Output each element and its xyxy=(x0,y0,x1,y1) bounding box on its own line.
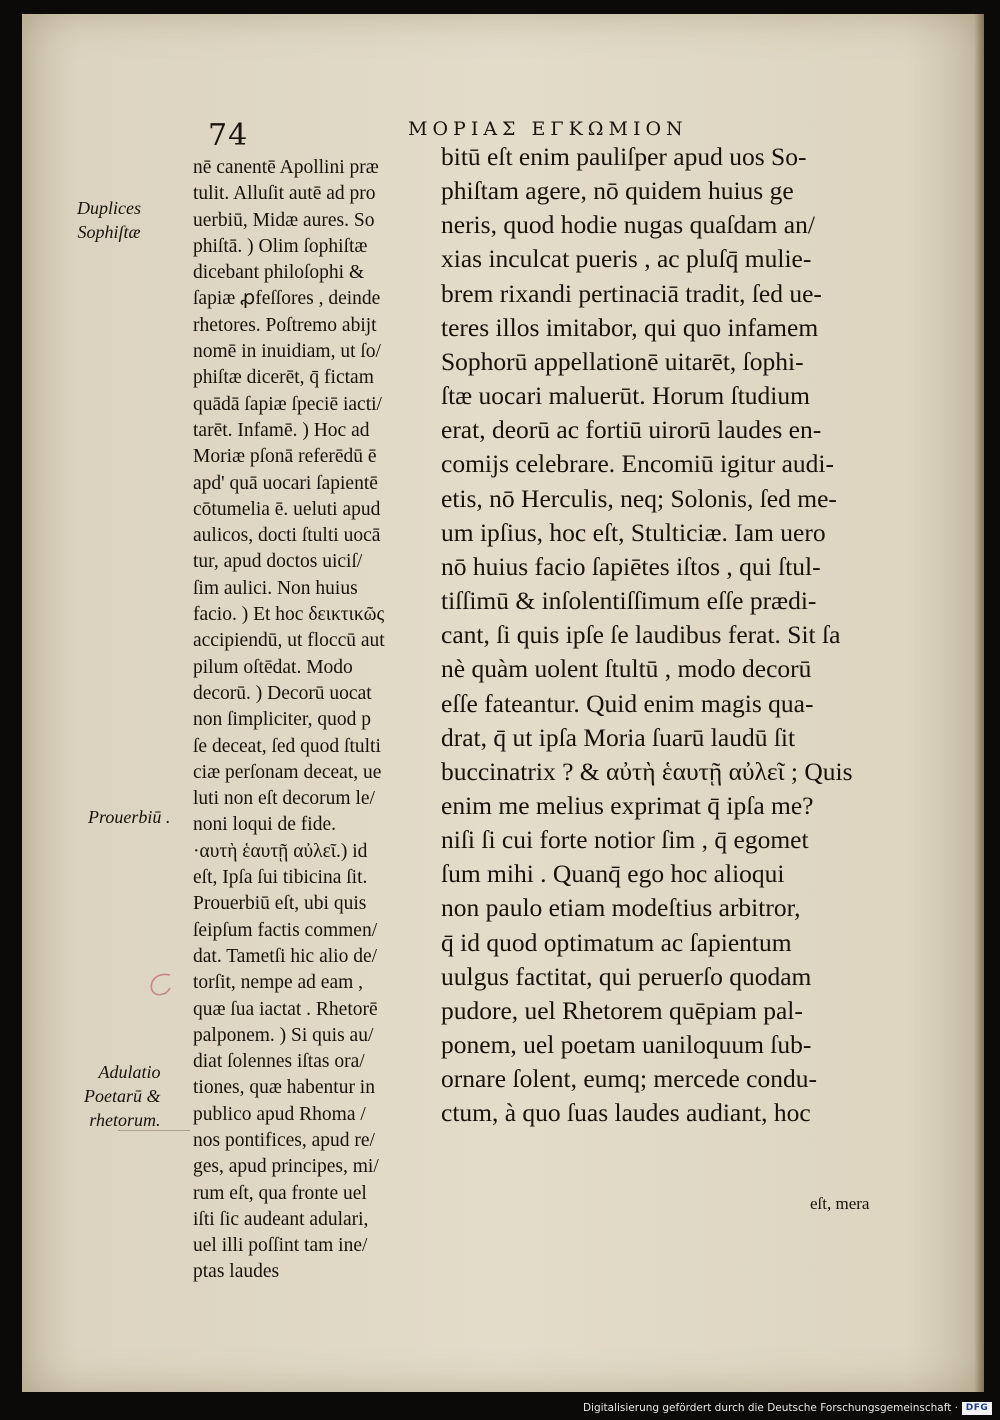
text-line: dat. Tametſi hic alio de/ xyxy=(193,945,378,967)
text-line: rum eſt, qua fronte uel xyxy=(193,1182,367,1204)
text-line: facio. ) Et hoc δεικτικῶς xyxy=(193,604,385,626)
text-line: ſe deceat, ſed quod ſtulti xyxy=(193,735,381,757)
text-line: nomē in inuidiam, ut ſo/ xyxy=(193,341,381,363)
text-line: ges, apud principes, mi/ xyxy=(193,1156,379,1178)
text-line: torſit, nempe ad eam , xyxy=(193,972,364,994)
text-line: noni loqui de fide. xyxy=(193,814,336,836)
footer-credit: Digitalisierung gefördert durch die Deutsche Forschungsgemeinschaft · xyxy=(582,1402,958,1414)
text-line: tiſſimū & inſolentiſſimum eſſe prædi- xyxy=(441,586,817,616)
text-line: uulgus factitat, qui peruerſo quodam xyxy=(441,961,812,991)
margin-note-line: Poetarū & xyxy=(84,1086,161,1106)
catchword: eſt, mera xyxy=(810,1194,870,1213)
text-line: eſt, Ipſa ſui tibicina ſit. xyxy=(193,867,368,889)
text-line: buccinatrix ? & αὐτὴ ἑαυτῇ αὐλεῖ ; Quis xyxy=(441,756,853,786)
text-line: ptas laudes xyxy=(193,1261,280,1283)
text-line: teres illos imitabor, qui quo infamem xyxy=(441,312,819,342)
text-line: ſtæ uocari maluerūt. Horum ſtudium xyxy=(441,381,810,411)
margin-note-line: Adulatio xyxy=(98,1062,161,1082)
text-line: luti non eſt decorum le/ xyxy=(193,788,375,810)
text-line: ponem, uel poetam uaniloquum ſub- xyxy=(441,1030,812,1060)
text-line: pilum oſtēdat. Modo xyxy=(193,656,353,678)
text-line: brem rixandi pertinaciā tradit, ſed ue- xyxy=(441,278,822,308)
main-text-column xyxy=(441,140,853,1131)
text-line: erat, deorū ac fortiū uirorū laudes en- xyxy=(441,415,822,445)
text-line: rhetores. Poſtremo abijt xyxy=(193,314,377,336)
text-line: cōtumelia ē. ueluti apud xyxy=(193,498,381,520)
text-line: uel illi poſſint tam ine/ xyxy=(193,1235,368,1257)
text-line: drat, q̄ ut ipſa Moria ſuarū laudū ſit xyxy=(441,722,796,752)
text-line: eſſe fateantur. Quid enim magis qua- xyxy=(441,688,814,718)
text-line: accipiendū, ut floccū aut xyxy=(193,630,385,652)
text-line: quādā ſapiæ ſpeciē iacti/ xyxy=(193,393,382,415)
text-line: phiſtā. ) Olim ſophiſtæ xyxy=(193,235,368,257)
text-line: nē canentē Apollini præ xyxy=(193,157,379,178)
page-number: 74 xyxy=(208,118,249,153)
text-line: pudore, uel Rhetorem quēpiam pal- xyxy=(441,995,803,1025)
text-line: tiones, quæ habentur in xyxy=(193,1077,375,1099)
text-line: ſapiæ ꝓfeſſores , deinde xyxy=(193,288,381,310)
text-line: ſeipſum factis commen/ xyxy=(193,919,378,941)
text-line: aulicos, docti ſtulti uocā xyxy=(193,525,381,547)
text-line: enim me melius exprimat q̄ ipſa me? xyxy=(441,790,814,820)
margin-note-line: rhetorum. xyxy=(89,1110,161,1130)
text-line: ·αυτὴ ἑαυτῇ αὐλεῖ.) id xyxy=(193,840,368,862)
text-line: publico apud Rhoma / xyxy=(193,1103,366,1125)
margin-note-adulatio xyxy=(84,1060,161,1132)
text-line: decorū. ) Decorū uocat xyxy=(193,682,372,704)
text-line: uerbiū, Midæ aures. So xyxy=(193,209,375,231)
pencil-mark-icon xyxy=(146,970,176,1000)
text-line: diat ſolennes iſtas ora/ xyxy=(193,1051,365,1073)
text-line: xias inculcat pueris , ac pluſq̄ mulie- xyxy=(441,244,812,274)
text-line: ctum, à quo ſuas laudes audiant, hoc xyxy=(441,1098,811,1128)
text-line: Sophorū appellationē uitarēt, ſophi- xyxy=(441,346,804,376)
text-line: tulit. Alluſit autē ad pro xyxy=(193,183,376,205)
text-line: dicebant philoſophi & xyxy=(193,262,365,284)
text-line: Prouerbiū eſt, ubi quis xyxy=(193,893,367,915)
text-line: niſi ſi cui forte notior ſim , q̄ egomet xyxy=(441,825,809,855)
margin-note-line: Sophiſtæ xyxy=(77,222,141,242)
text-line: non paulo etiam modeſtius arbitror, xyxy=(441,893,801,923)
text-line: comijs celebrare. Encomiū igitur audi- xyxy=(441,449,834,479)
text-line: um ipſius, hoc eſt, Stulticiæ. Iam uero xyxy=(441,517,826,547)
margin-note-duplices xyxy=(77,196,141,244)
text-line: ciæ perſonam deceat, ue xyxy=(193,761,382,783)
text-line: tarēt. Infamē. ) Hoc ad xyxy=(193,419,370,441)
text-line: non ſimpliciter, quod p xyxy=(193,709,371,731)
text-line: q̄ id quod optimatum ac ſapientum xyxy=(441,927,792,957)
text-line: Moriæ pſonā referēdū ē xyxy=(193,446,377,468)
page-header xyxy=(22,14,984,153)
text-line: quæ ſua iactat . Rhetorē xyxy=(193,998,378,1020)
text-line: apd' quā uocari ſapientē xyxy=(193,472,378,494)
text-line: iſti ſic audeant adulari, xyxy=(193,1208,369,1230)
text-line: phiſtam agere, nō quidem huius ge xyxy=(441,176,794,206)
pencil-rule xyxy=(118,1130,190,1131)
text-line: nos pontifices, apud re/ xyxy=(193,1129,375,1151)
text-line: phiſtæ dicerēt, q̄ fictam xyxy=(193,367,374,389)
text-line: nō huius facio ſapiētes iſtos , qui ſtul- xyxy=(441,551,821,581)
text-line: tur, apud doctos uiciſ/ xyxy=(193,551,363,573)
text-line: ornare ſolent, eumq; mercede condu- xyxy=(441,1064,817,1094)
text-line: palponem. ) Si quis au/ xyxy=(193,1024,374,1046)
margin-note-line: Duplices xyxy=(77,198,141,218)
text-line: neris, quod hodie nugas quaſdam an/ xyxy=(441,210,815,240)
commentary-column xyxy=(193,155,385,1286)
dfg-logo-icon: DFG xyxy=(962,1402,992,1415)
text-line: bitū eſt enim pauliſper apud uos So- xyxy=(441,142,807,171)
margin-note-prouerbium xyxy=(88,805,170,829)
text-line: ſim aulici. Non huius xyxy=(193,577,358,599)
running-head: ΜΟΡΙΑΣ ΕΓΚΩΜΙΟΝ xyxy=(408,118,688,140)
page-edge-shadow xyxy=(974,14,984,1392)
text-line: etis, nō Herculis, neq; Solonis, ſed me- xyxy=(441,483,837,513)
text-line: cant, ſi quis ipſe ſe laudibus ferat. Sit ſa xyxy=(441,620,841,650)
text-line: ſum mihi . Quanq̄ ego hoc alioqui xyxy=(441,859,785,889)
text-line: nè quàm uolent ſtultū , modo decorū xyxy=(441,654,812,684)
margin-note-line: Prouerbiū . xyxy=(88,807,171,827)
